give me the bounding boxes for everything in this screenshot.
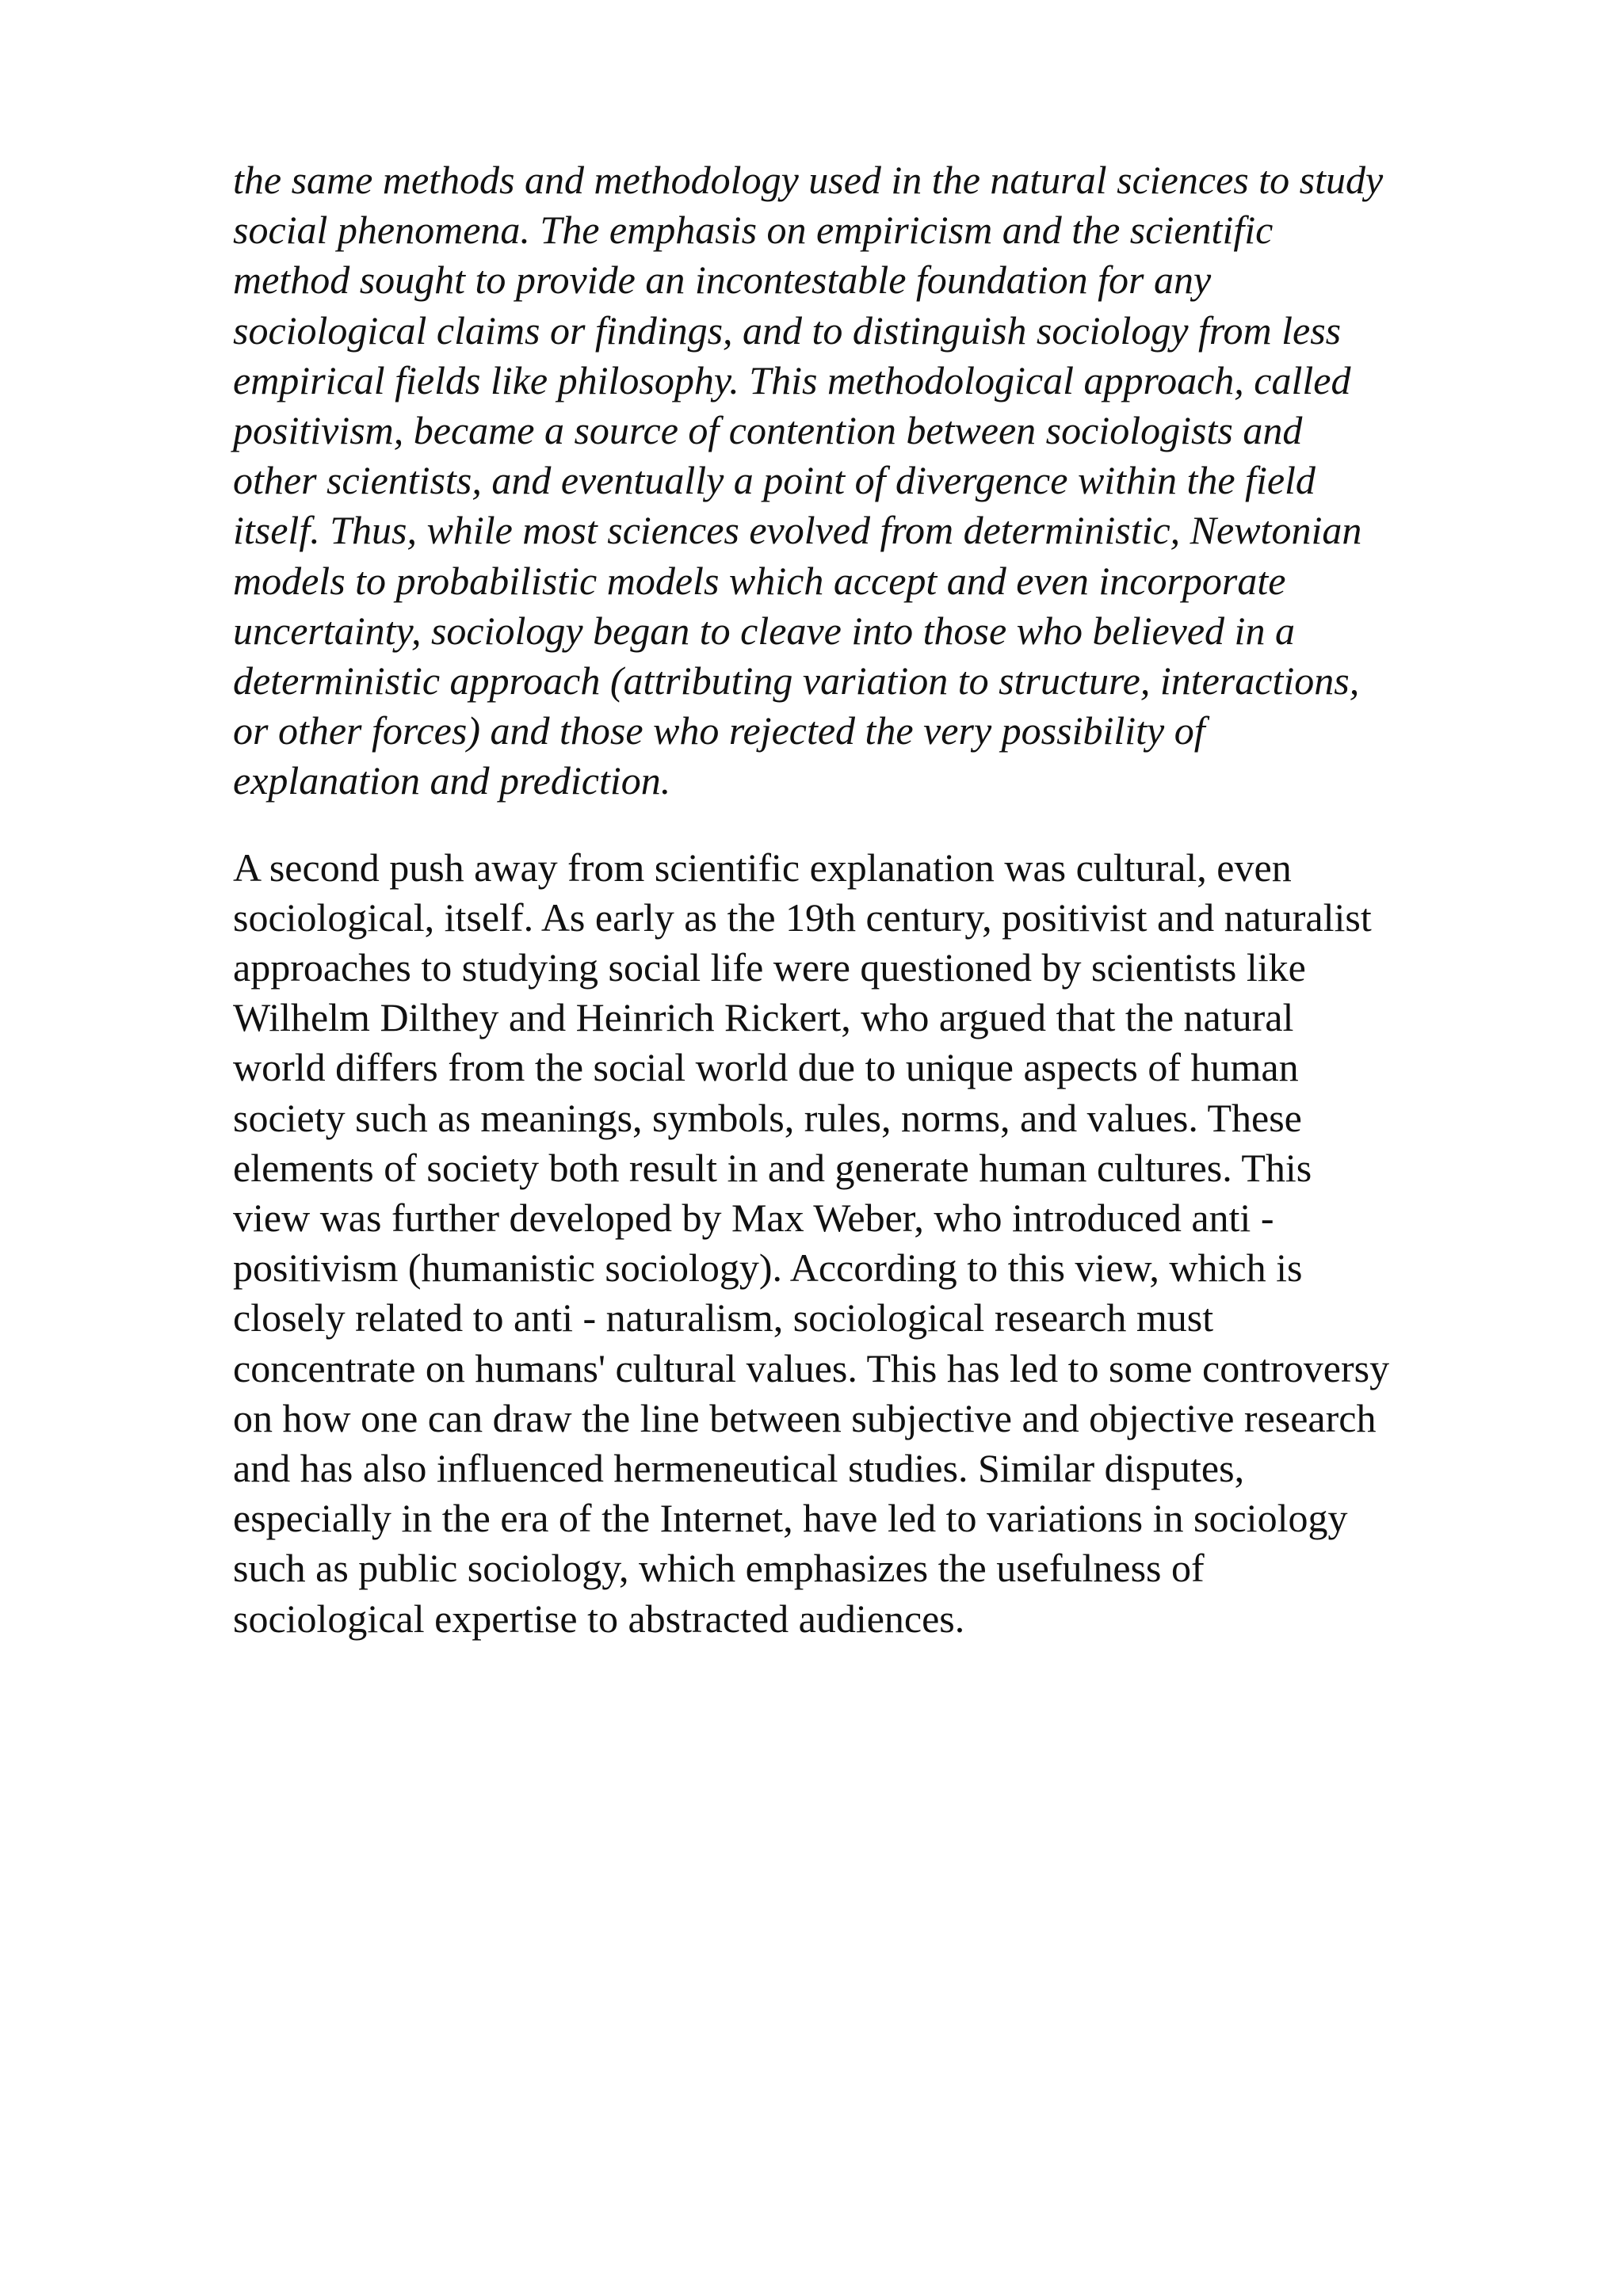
- text-line: sociological, itself. As early as the 19th century, positivist and naturalist: [233, 894, 1372, 940]
- text-line: approaches to studying social life were questioned by scientists like: [233, 945, 1306, 990]
- text-line: empirical fields like philosophy. This methodological approach, called: [233, 357, 1351, 402]
- text-line: society such as meanings, symbols, rules, norms, and values. These: [233, 1095, 1302, 1140]
- text-line: concentrate on humans' cultural values. This has led to some controversy: [233, 1345, 1390, 1390]
- text-line: positivism, became a source of contention between sociologists and: [233, 408, 1303, 453]
- text-line: such as public sociology, which emphasizes the usefulness of: [233, 1546, 1205, 1591]
- text-line: sociological claims or findings, and to distinguish sociology from less: [233, 307, 1342, 353]
- text-line: social phenomena. The emphasis on empiricism and the scientific: [233, 208, 1274, 253]
- paragraph-antipositivism: [233, 843, 1533, 1644]
- text-line: the same methods and methodology used in the natural sciences to study: [233, 158, 1384, 202]
- text-line: on how one can draw the line between subjective and objective research: [233, 1395, 1377, 1440]
- text-line: deterministic approach (attributing variation to structure, interactions,: [233, 658, 1360, 704]
- text-line: positivism (humanistic sociology). According to this view, which is: [233, 1245, 1303, 1291]
- text-line: Wilhelm Dilthey and Heinrich Rickert, who argued that the natural: [233, 995, 1294, 1040]
- text-line: sociological expertise to abstracted audiences.: [233, 1596, 965, 1641]
- text-line: closely related to anti - naturalism, sociological research must: [233, 1295, 1214, 1341]
- document-body: [233, 155, 1533, 1644]
- paragraph-positivism: [233, 155, 1533, 807]
- text-line: method sought to provide an incontestable foundation for any: [233, 257, 1212, 303]
- text-line: and has also influenced hermeneutical studies. Similar disputes,: [233, 1446, 1245, 1491]
- text-line: or other forces) and those who rejected the very possibility of: [233, 708, 1205, 753]
- text-line: elements of society both result in and generate human cultures. This: [233, 1145, 1312, 1190]
- text-line: A second push away from scientific explanation was cultural, even: [233, 845, 1292, 890]
- text-line: world differs from the social world due to unique aspects of human: [233, 1045, 1299, 1090]
- text-line: view was further developed by Max Weber, who introduced anti -: [233, 1196, 1274, 1241]
- text-line: especially in the era of the Internet, have led to variations in sociology: [233, 1496, 1348, 1541]
- text-line: uncertainty, sociology began to cleave into those who believed in a: [233, 608, 1295, 653]
- text-line: explanation and prediction.: [233, 758, 671, 803]
- text-line: models to probabilistic models which accept and even incorporate: [233, 558, 1286, 603]
- text-line: other scientists, and eventually a point of divergence within the field: [233, 458, 1316, 503]
- text-line: itself. Thus, while most sciences evolved from deterministic, Newtonian: [233, 508, 1362, 553]
